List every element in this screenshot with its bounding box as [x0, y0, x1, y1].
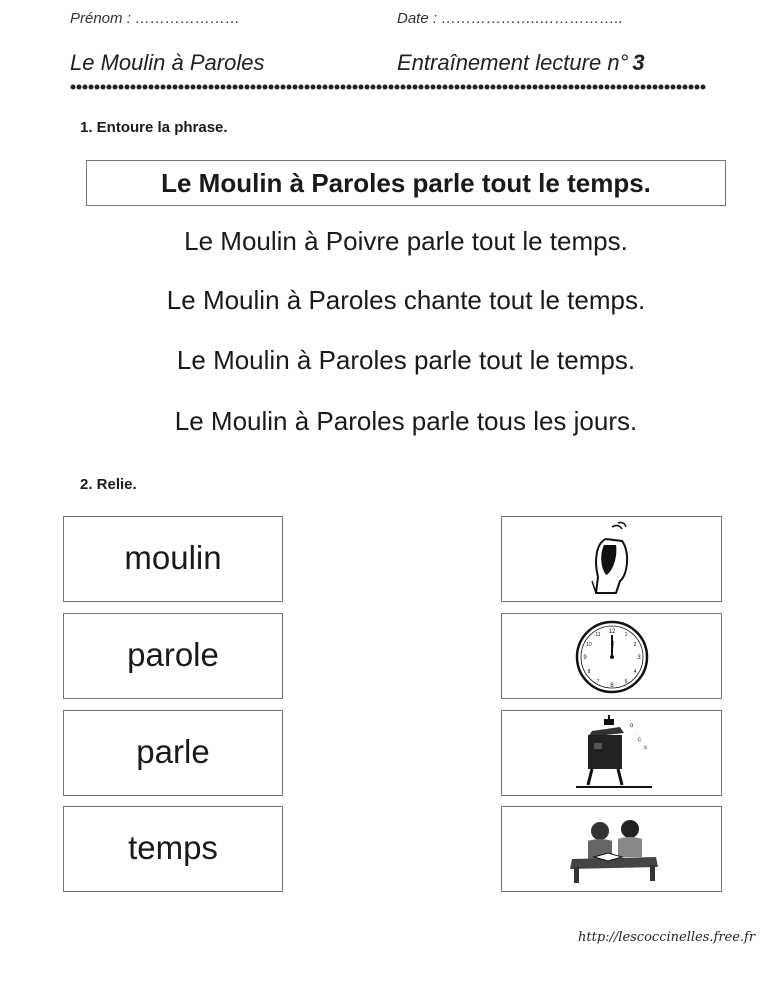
- training-title: [397, 50, 645, 76]
- clock-icon: [572, 619, 652, 695]
- sentence-option[interactable]: Le Moulin à Poivre parle tout le temps.: [184, 226, 628, 256]
- target-sentence: Le Moulin à Paroles parle tout le temps.: [86, 160, 726, 206]
- svg-text:7: 7: [596, 679, 600, 685]
- image-card-mouth[interactable]: [501, 516, 722, 602]
- word-card-moulin[interactable]: [63, 516, 283, 602]
- website-url: http://lescoccinelles.free.fr: [578, 930, 756, 945]
- image-card-children[interactable]: [501, 806, 722, 892]
- image-card-clock[interactable]: [501, 613, 722, 699]
- svg-text:s: s: [644, 745, 647, 751]
- svg-text:5: 5: [624, 679, 628, 685]
- book-title: Le Moulin à Paroles: [70, 50, 265, 75]
- training-number: 3: [632, 50, 645, 75]
- word-card-parle[interactable]: [63, 710, 283, 796]
- children-reading-icon: [564, 811, 664, 891]
- talking-mouth-icon: [586, 521, 638, 597]
- date-field: Date : ………………..……………..: [397, 10, 623, 27]
- svg-text:9: 9: [583, 655, 587, 661]
- svg-text:1: 1: [624, 632, 628, 638]
- word-label: parle: [136, 733, 210, 770]
- svg-text:4: 4: [633, 669, 637, 675]
- word-card-parole[interactable]: [63, 613, 283, 699]
- svg-text:10: 10: [586, 642, 592, 648]
- word-label: temps: [128, 829, 218, 866]
- svg-text:11: 11: [595, 632, 601, 638]
- svg-text:o: o: [630, 723, 634, 729]
- svg-text:3: 3: [637, 655, 641, 661]
- svg-text:6: 6: [610, 683, 614, 689]
- coffee-grinder-icon: [574, 713, 654, 793]
- training-label: Entraînement lecture n°: [397, 50, 629, 75]
- sentence-option[interactable]: Le Moulin à Paroles chante tout le temps.: [166, 285, 646, 315]
- svg-text:c: c: [638, 737, 641, 743]
- svg-text:.: .: [634, 731, 636, 737]
- svg-text:12: 12: [608, 629, 616, 635]
- dotted-divider: [70, 80, 710, 94]
- svg-text:2: 2: [633, 642, 637, 648]
- image-card-grinder[interactable]: [501, 710, 722, 796]
- exercise2-instruction: 2. Relie.: [80, 476, 137, 493]
- word-card-temps[interactable]: [63, 806, 283, 892]
- exercise1-instruction: 1. Entoure la phrase.: [80, 119, 228, 136]
- sentence-option[interactable]: Le Moulin à Paroles parle tous les jours.: [174, 406, 638, 436]
- word-label: moulin: [124, 539, 222, 576]
- sentence-option[interactable]: Le Moulin à Paroles parle tout le temps.: [176, 345, 636, 375]
- svg-text:8: 8: [587, 669, 591, 675]
- first-name-field: Prénom : …………………: [70, 10, 241, 27]
- word-label: parole: [127, 636, 219, 673]
